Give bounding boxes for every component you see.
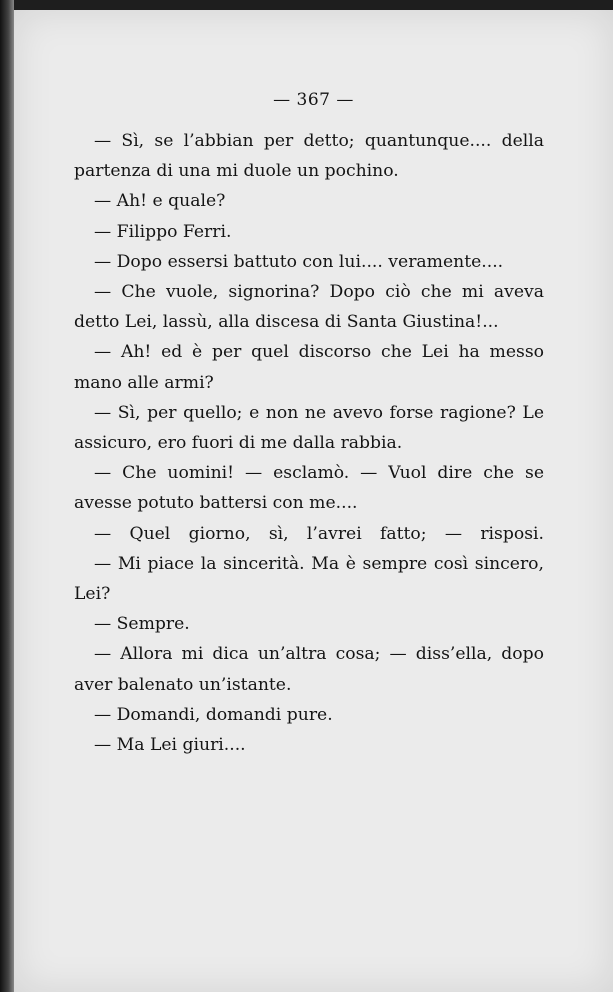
paragraph: — Quel giorno, sì, l’avrei fatto; — risposi. [94, 523, 544, 544]
paragraph: — Che uomini! — esclamò. — Vuol dire che se avesse potuto battersi con me.... [74, 463, 544, 514]
paragraph: — Domandi, domandi pure. [94, 704, 333, 725]
book-page [14, 10, 613, 992]
paragraph: — Mi piace la sincerità. Ma è sempre così sincero, Lei? [74, 553, 544, 605]
paragraph: — Ah! e quale? [94, 191, 226, 212]
page-number: — 367 — [273, 90, 354, 110]
page-text [74, 126, 544, 760]
paragraph: — Sempre. [94, 614, 190, 635]
paragraph: — Ma Lei giuri.... [94, 735, 246, 756]
paragraph: — Che vuole, signorina? Dopo ciò che mi aveva detto Lei, lassù, alla discesa di Santa Giustina!... [74, 282, 544, 333]
paragraph: — Filippo Ferri. [94, 221, 232, 242]
scan-top-edge [0, 0, 613, 10]
paragraph: — Dopo essersi battuto con lui.... veramente.... [94, 251, 504, 272]
paragraph: — Sì, per quello; e non ne avevo forse ragione? Le assicuro, ero fuori di me dalla rabbia. [74, 402, 544, 454]
scan-left-edge [0, 0, 14, 992]
paragraph: — Allora mi dica un’altra cosa; — diss’ella, dopo aver balenato un’istante. [74, 644, 544, 695]
paragraph: — Sì, se l’abbian per detto; quantunque.... della partenza di una mi duole un pochino. [74, 131, 544, 182]
paragraph: — Ah! ed è per quel discorso che Lei ha messo mano alle armi? [74, 342, 544, 393]
